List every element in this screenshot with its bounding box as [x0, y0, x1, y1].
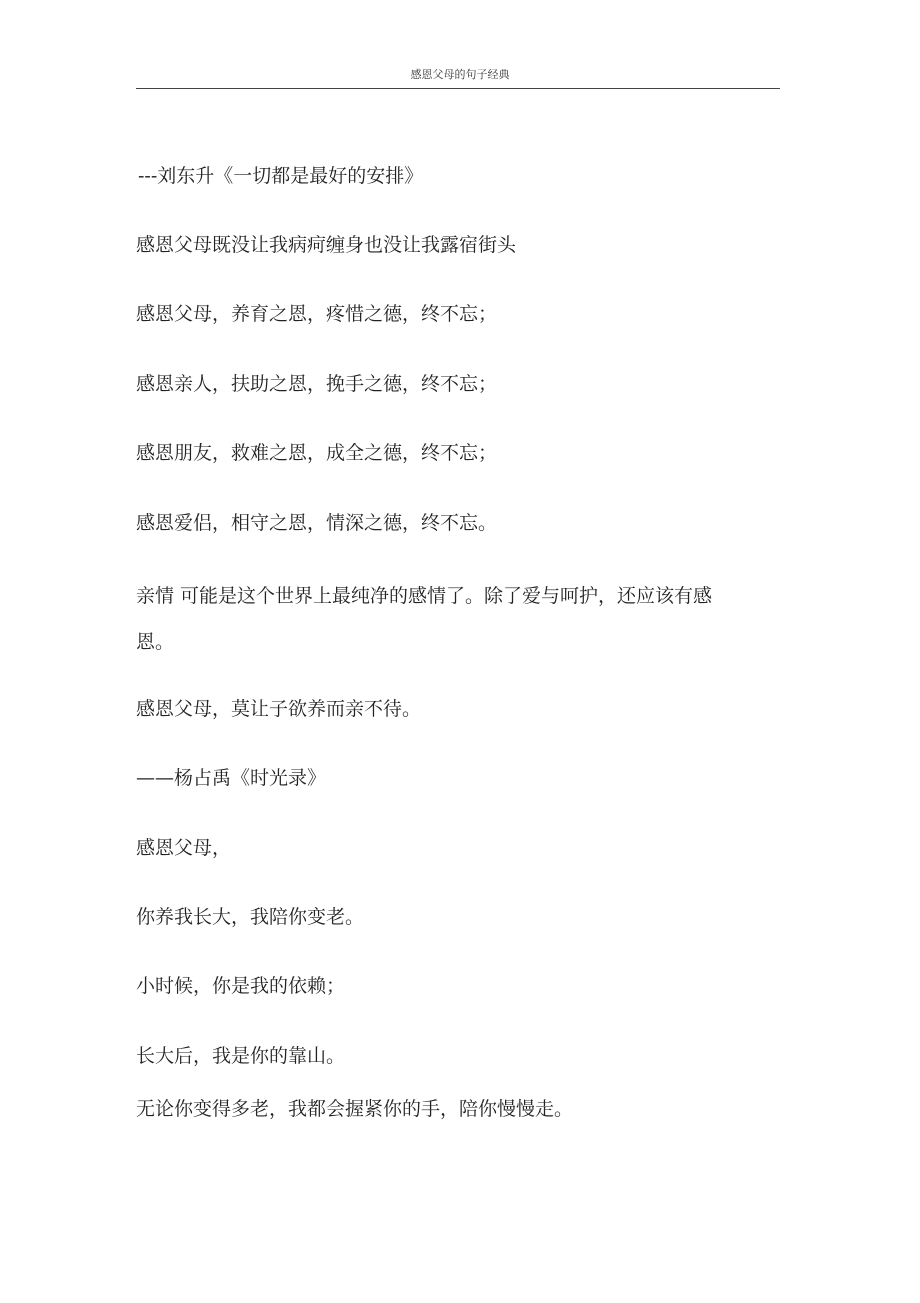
paragraph-line: 感恩朋友，救难之恩，成全之德，终不忘；: [136, 442, 498, 464]
paragraph-line: 你养我长大，我陪你变老。: [136, 906, 365, 928]
paragraph-line: 感恩亲人，扶助之恩，挽手之德，终不忘；: [136, 373, 498, 395]
paragraph-line: 感恩父母，: [136, 837, 232, 859]
paragraph-line: 感恩父母，养育之恩，疼惜之德，终不忘；: [136, 303, 498, 325]
paragraph-line: 感恩父母，莫让子欲养而亲不待。: [136, 698, 422, 720]
attribution-line: ---刘东升《一切都是最好的安排》: [138, 165, 424, 187]
paragraph-wrapped: 亲情 可能是这个世界上最纯净的感情了。除了爱与呵护，还应该有感恩。: [136, 585, 713, 653]
attribution-line: ——杨占禹《时光录》: [136, 767, 327, 789]
paragraph-line: 小时候，你是我的依赖；: [136, 975, 346, 997]
paragraph-line: 长大后，我是你的靠山。: [136, 1045, 346, 1067]
paragraph-line: 无论你变得多老，我都会握紧你的手，陪你慢慢走。: [136, 1098, 574, 1120]
header-divider: [136, 88, 780, 89]
paragraph-line: 感恩父母既没让我病疴缠身也没让我露宿街头: [136, 234, 517, 256]
paragraph-line: 感恩爱侣，相守之恩，情深之德，终不忘。: [136, 512, 498, 534]
page-header-title: 感恩父母的句子经典: [410, 68, 510, 81]
